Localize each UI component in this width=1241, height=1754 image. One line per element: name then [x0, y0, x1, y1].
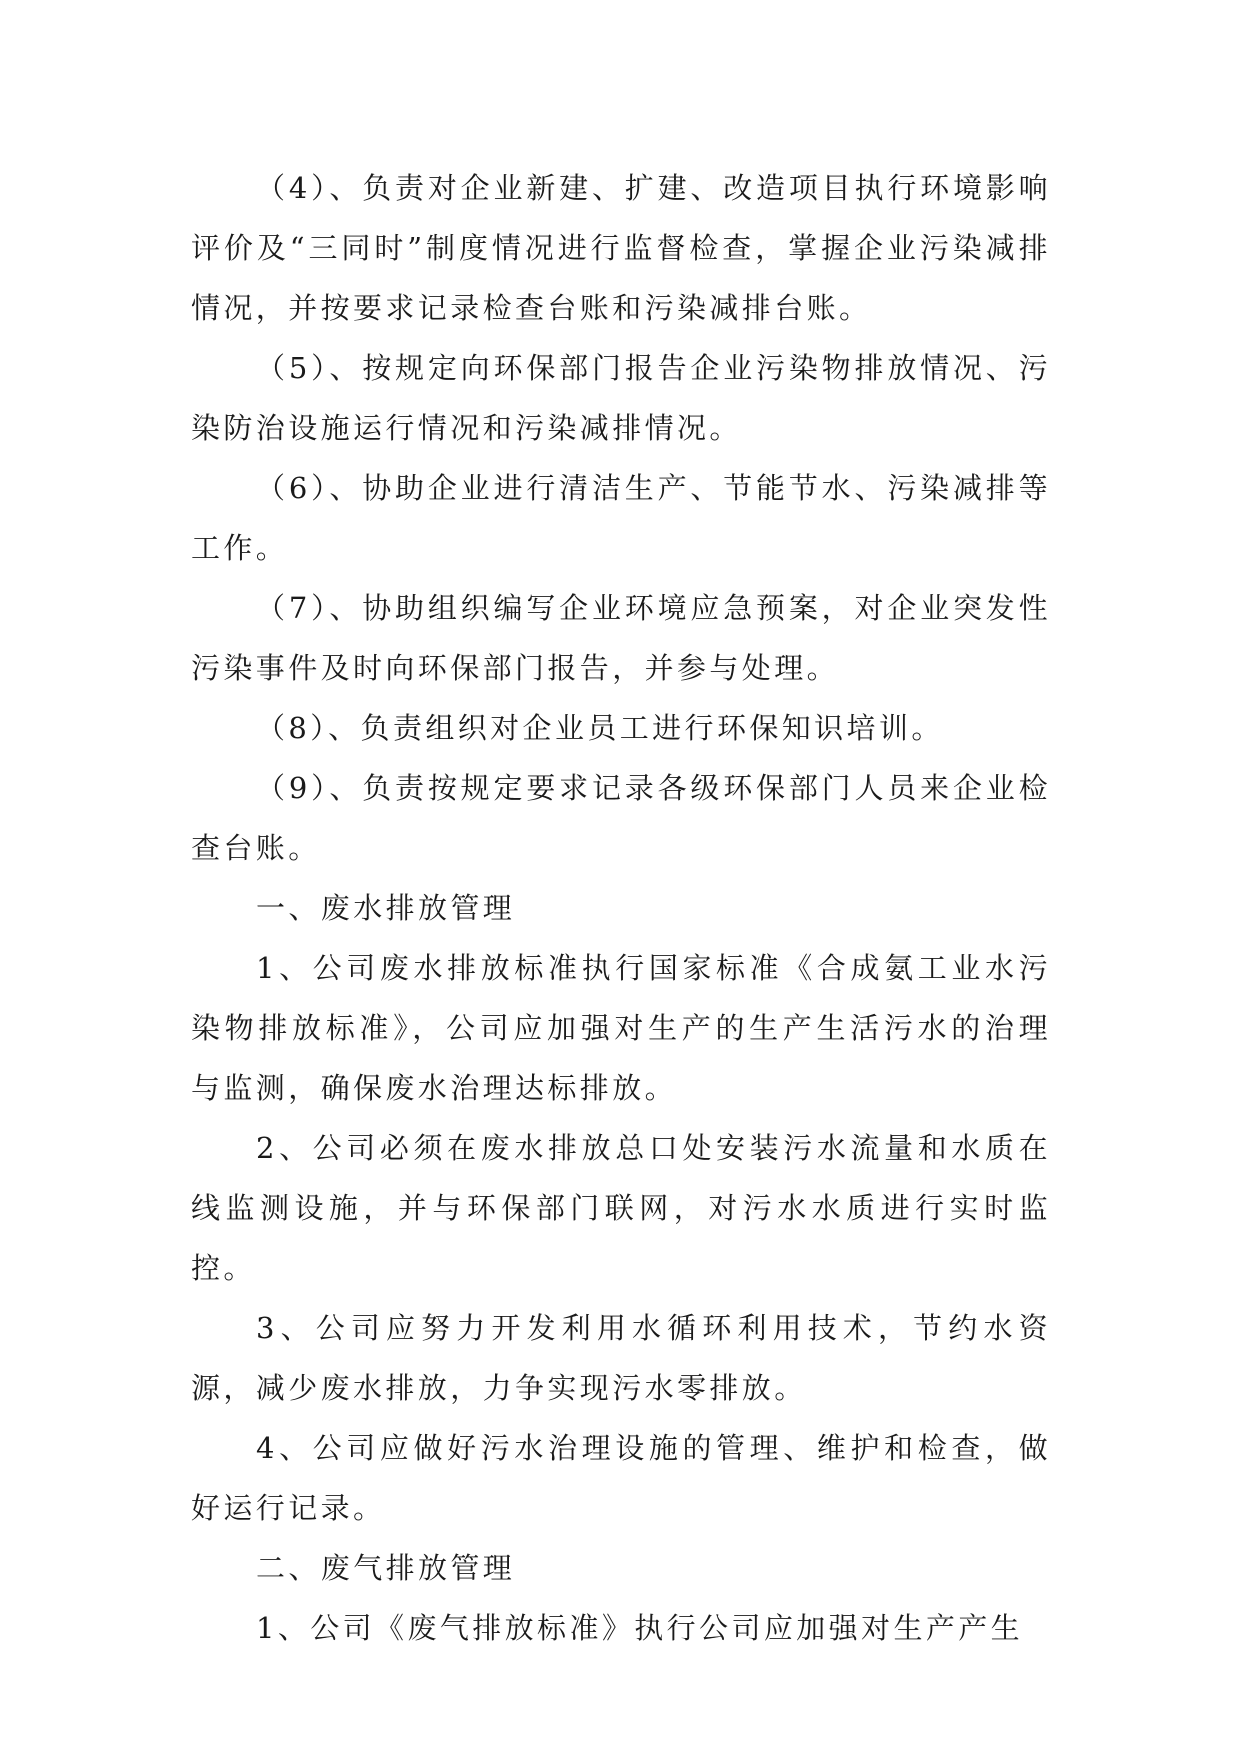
paragraph-item-9: （9）、负责按规定要求记录各级环保部门人员来企业检查台账。 — [191, 771, 1051, 865]
wastewater-rule-3: 3、公司应努力开发利用水循环利用技术，节约水资源，减少废水排放，力争实现污水零排放。 — [191, 1311, 1051, 1405]
wastewater-rule-1: 1、公司废水排放标准执行国家标准《合成氨工业水污染物排放标准》，公司应加强对生产的生产生活污水的治理与监测，确保废水治理达标排放。 — [191, 951, 1051, 1105]
paragraph-item-8: （8）、负责组织对企业员工进行环保知识培训。 — [256, 711, 944, 745]
paragraph-item-6: （6）、协助企业进行清洁生产、节能节水、污染减排等工作。 — [191, 471, 1051, 565]
wastewater-rule-2: 2、公司必须在废水排放总口处安装污水流量和水质在线监测设施，并与环保部门联网，对污水水质进行实时监控。 — [191, 1131, 1051, 1285]
exhaust-gas-rule-1: 1、公司《废气排放标准》执行公司应加强对生产产生 — [256, 1611, 1024, 1645]
section-heading-wastewater: 一、废水排放管理 — [256, 891, 516, 925]
section-heading-exhaust-gas: 二、废气排放管理 — [256, 1551, 516, 1585]
paragraph-item-4: （4）、负责对企业新建、扩建、改造项目执行环境影响评价及“三同时”制度情况进行监督检查，掌握企业污染减排情况，并按要求记录检查台账和污染减排台账。 — [191, 171, 1051, 325]
document-body — [191, 158, 1051, 1658]
paragraph-item-5: （5）、按规定向环保部门报告企业污染物排放情况、污染防治设施运行情况和污染减排情况。 — [191, 351, 1051, 445]
paragraph-item-7: （7）、协助组织编写企业环境应急预案，对企业突发性污染事件及时向环保部门报告，并参与处理。 — [191, 591, 1051, 685]
wastewater-rule-4: 4、公司应做好污水治理设施的管理、维护和检查，做好运行记录。 — [191, 1431, 1051, 1525]
